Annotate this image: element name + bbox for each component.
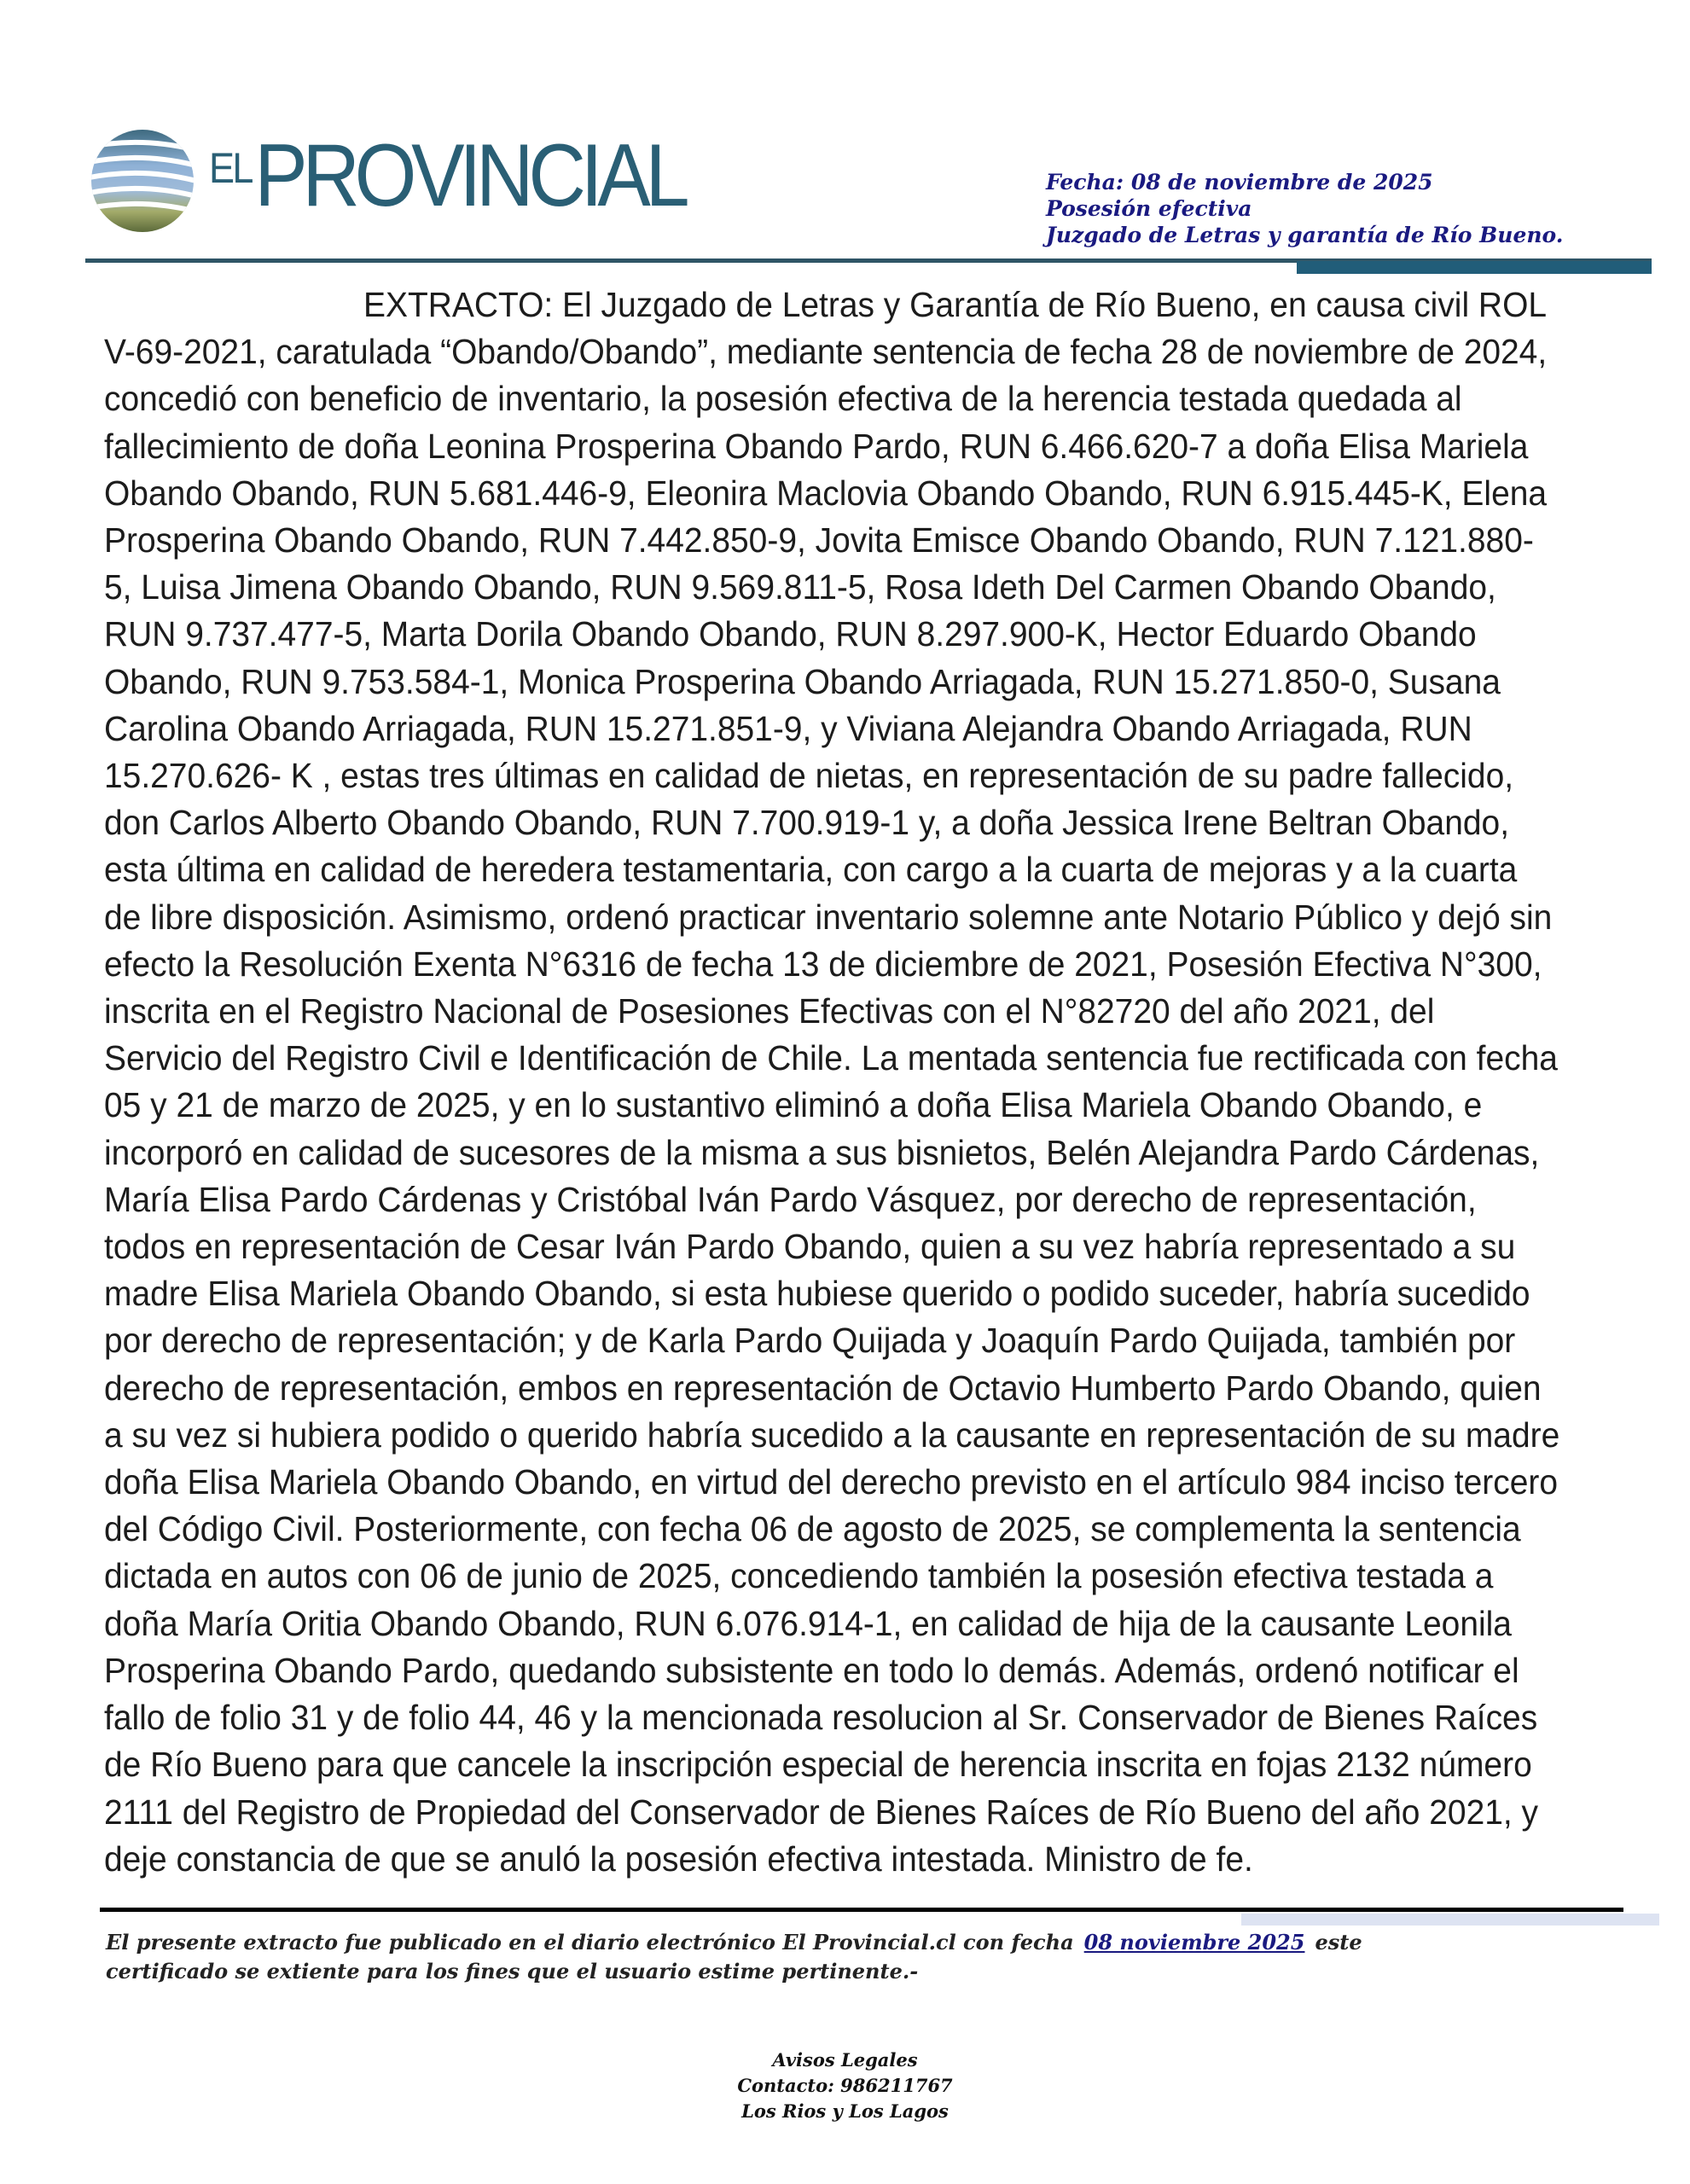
extract-line: de libre disposición. Asimismo, ordenó practicar inventario solemne ante Notario Público y dejó sin: [104, 897, 1553, 937]
extract-line: Prosperina Obando Pardo, quedando subsistente en todo lo demás. Además, ordenó notificar el: [104, 1650, 1519, 1690]
extract-line: fallecimiento de doña Leonina Prosperina Obando Pardo, RUN 6.466.620-7 a doña Elisa Mariela: [104, 426, 1529, 466]
extract-line: María Elisa Pardo Cárdenas y Cristóbal Iván Pardo Vásquez, por derecho de representación,: [104, 1179, 1477, 1219]
el-provincial-logo: [90, 125, 685, 237]
contact-phone: Contacto: 986211767: [737, 2075, 953, 2096]
extract-line: EXTRACTO: El Juzgado de Letras y Garantía de Río Bueno, en causa civil ROL: [363, 285, 1548, 324]
extract-line: derecho de representación, embos en representación de Octavio Humberto Pardo Obando, quien: [104, 1368, 1542, 1408]
notice-court: Juzgado de Letras y garantía de Río Bueno.: [1046, 223, 1564, 247]
extract-line: don Carlos Alberto Obando Obando, RUN 7.700.919-1 y, a doña Jessica Irene Beltran Obando,: [104, 803, 1510, 843]
extract-line: todos en representación de Cesar Iván Pardo Obando, quien a su vez habría representado a su: [104, 1227, 1516, 1267]
extract-line: Obando Obando, RUN 5.681.446-9, Eleonira Maclovia Obando Obando, RUN 6.915.445-K, Elena: [104, 473, 1548, 513]
logo-wordmark: $^{EL}$PROVINCIAL: [209, 126, 685, 225]
footer-accent-bar: [1241, 1914, 1659, 1926]
contact-block: [0, 2048, 1690, 2124]
notice-type: Posesión efectiva: [1046, 196, 1252, 221]
extract-line: del Código Civil. Posteriormente, con fecha 06 de agosto de 2025, se complementa la sentencia: [104, 1509, 1521, 1549]
extract-line: Prosperina Obando Obando, RUN 7.442.850-9, Jovita Emisce Obando Obando, RUN 7.121.880-: [104, 520, 1534, 561]
extract-line: efecto la Resolución Exenta N°6316 de fecha 13 de diciembre de 2021, Posesión Efectiva N°300,: [104, 944, 1542, 984]
extract-line: inscrita en el Registro Nacional de Posesiones Efectivas con el N°82720 del año 2021, del: [104, 991, 1435, 1031]
extract-body: [104, 282, 1640, 1883]
extract-line: esta última en calidad de heredera testamentaria, con cargo a la cuarta de mejoras y a la cuarta: [104, 850, 1518, 890]
notice-date: Fecha: 08 de noviembre de 2025: [1046, 170, 1433, 195]
publication-date: 08 noviembre 2025: [1083, 1930, 1305, 1955]
extract-line: Obando, RUN 9.753.584-1, Monica Prosperina Obando Arriagada, RUN 15.271.850-0, Susana: [104, 661, 1501, 701]
extract-line: 5, Luisa Jimena Obando Obando, RUN 9.569.811-5, Rosa Ideth Del Carmen Obando Obando,: [104, 567, 1496, 607]
extract-line: concedió con beneficio de inventario, la posesión efectiva de la herencia testada quedada al: [104, 379, 1462, 419]
extract-line: de Río Bueno para que cancele la inscripción especial de herencia inscrita en fojas 2132 número: [104, 1745, 1532, 1785]
extract-line: por derecho de representación; y de Karla Pardo Quijada y Joaquín Pardo Quijada, también por: [104, 1321, 1516, 1361]
extract-line: a su vez si hubiera podido o querido habría sucedido a la causante en representación de su madre: [104, 1414, 1560, 1455]
extract-line: RUN 9.737.477-5, Marta Dorila Obando Obando, RUN 8.297.900-K, Hector Eduardo Obando: [104, 614, 1477, 654]
contact-title: Avisos Legales: [772, 2049, 918, 2071]
publication-certificate: El presente extracto fue publicado en el diario electrónico El Provincial.cl con fecha 08 noviembre 2025 este certificado se extiente para los fines que el usuario estime pertinente.-: [106, 1930, 1362, 1984]
extract-line: incorporó en calidad de sucesores de la misma a sus bisnietos, Belén Alejandra Pardo Cárdenas,: [104, 1132, 1540, 1172]
extract-line: 05 y 21 de marzo de 2025, y en lo sustantivo eliminó a doña Elisa Mariela Obando Obando, e: [104, 1085, 1483, 1125]
extract-line: deje constancia de que se anuló la posesión efectiva intestada. Ministro de fe.: [104, 1838, 1253, 1879]
extract-line: doña María Oritia Obando Obando, RUN 6.076.914-1, en calidad de hija de la causante Leonila: [104, 1603, 1512, 1643]
extract-line: V-69-2021, caratulada “Obando/Obando”, mediante sentencia de fecha 28 de noviembre de 2024,: [104, 332, 1548, 372]
extract-line: dictada en autos con 06 de junio de 2025, concediendo también la posesión efectiva testada a: [104, 1556, 1494, 1596]
extract-line: 15.270.626- K , estas tres últimas en calidad de nietas, en representación de su padre fallecido,: [104, 756, 1514, 796]
extract-line: doña Elisa Mariela Obando Obando, en virtud del derecho previsto en el artículo 984 inciso tercero: [104, 1462, 1558, 1502]
extract-line: madre Elisa Mariela Obando Obando, si esta hubiese querido o podido suceder, habría sucedido: [104, 1274, 1530, 1314]
notice-header: [1046, 169, 1563, 248]
header-accent-bar: [1297, 261, 1652, 274]
extract-line: Carolina Obando Arriagada, RUN 15.271.851-9, y Viviana Alejandra Obando Arriagada, RUN: [104, 708, 1472, 748]
extract-line: 2111 del Registro de Propiedad del Conservador de Bienes Raíces de Río Bueno del año 2021, y: [104, 1792, 1539, 1832]
extract-line: fallo de folio 31 y de folio 44, 46 y la mencionada resolucion al Sr. Conservador de Bienes Raíces: [104, 1698, 1538, 1738]
footer-divider: [100, 1908, 1623, 1912]
globe-icon: [90, 128, 196, 235]
extract-line: Servicio del Registro Civil e Identificación de Chile. La mentada sentencia fue rectificada con fecha: [104, 1038, 1558, 1078]
contact-region: Los Rios y Los Lagos: [741, 2100, 949, 2122]
